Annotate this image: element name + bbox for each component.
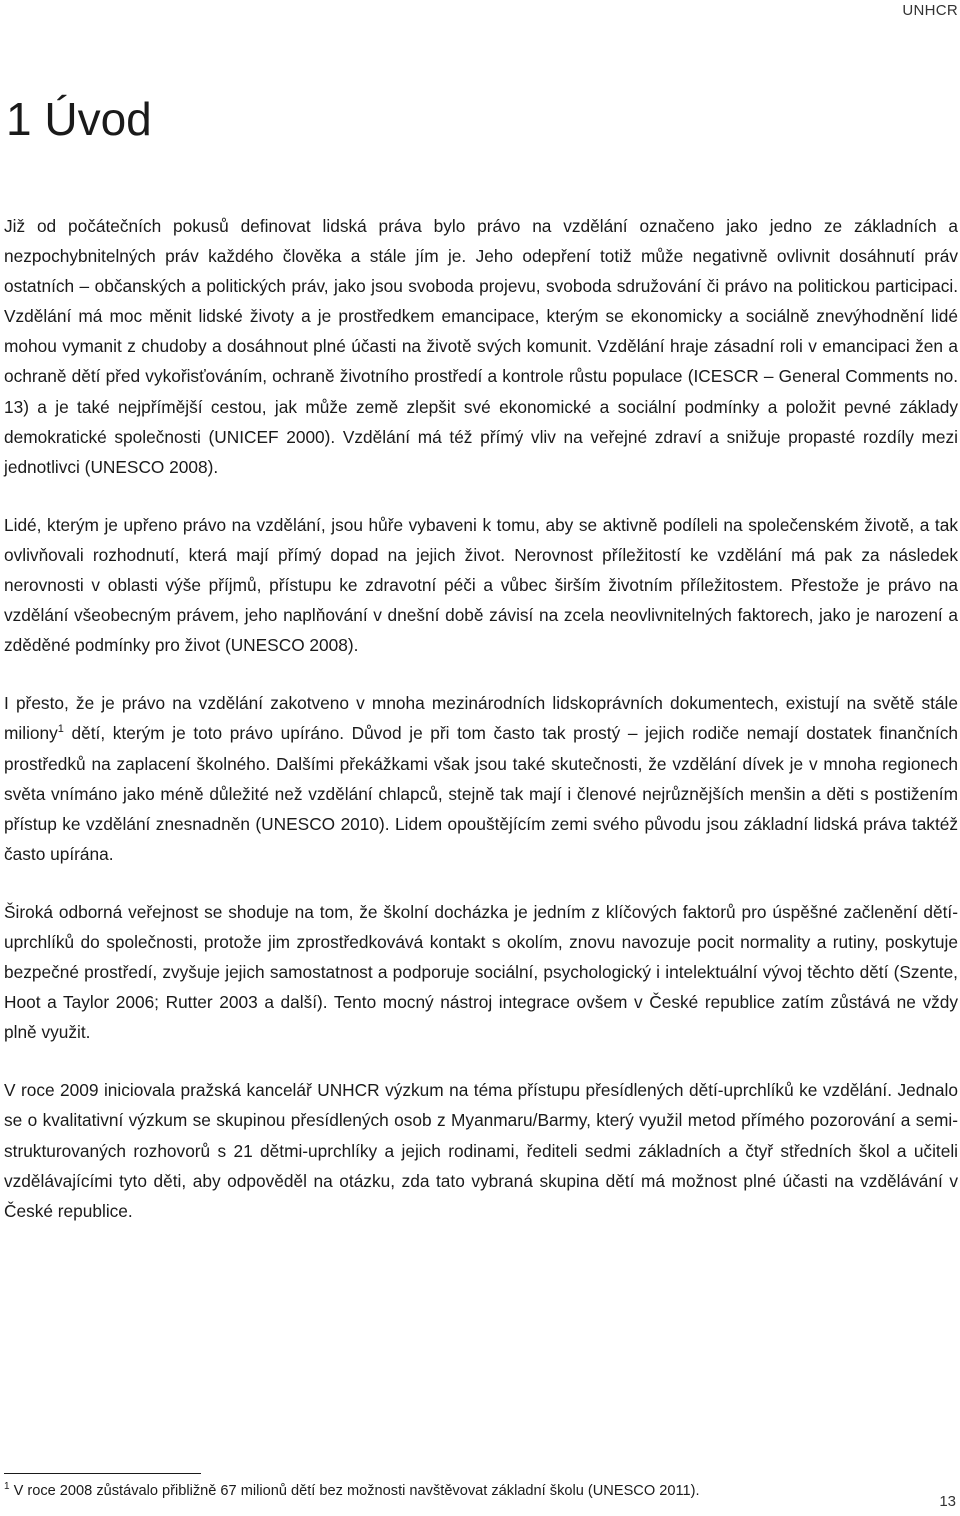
- paragraph-3-text-before: I přesto, že je právo na vzdělání zakotveno v mnoha mezinárodních lidskoprávních dokumentech, existují na světě stále miliony: [4, 693, 958, 744]
- footnote-text: V roce 2008 zůstávalo přibližně 67 milionů dětí bez možnosti navštěvovat základní školu (UNESCO 2011).: [13, 1483, 700, 1499]
- footnote-number: 1: [4, 1481, 10, 1493]
- footnote: [4, 1481, 954, 1501]
- body-text: [4, 211, 958, 1226]
- paragraph-3-text-after: dětí, kterým je toto právo upíráno. Důvod je při tom často tak prostý – jejich rodiče nemají dostatek finančních prostředků na zaplacení školného. Dalšími překážkami však jsou také skutečnosti, že vzdělání dívek je v mnoha regionech světa vnímáno jako méně důležité než vzdělání chlapců, stejně tak mají i členové nejrůznějších menšin a děti s postižením přístup ke vzdělání znesnadněn (UNESCO 2010). Lidem opouštějícím zemi svého původu jsou základní lidská práva taktéž často upírána.: [4, 723, 958, 864]
- footnote-divider: [4, 1473, 201, 1474]
- paragraph-5: V roce 2009 iniciovala pražská kancelář UNHCR výzkum na téma přístupu přesídlených dětí-uprchlíků ke vzdělání. Jednalo se o kvalitativní výzkum se skupinou přesídlených osob z Myanmaru/Barmy, který využil metod přímého pozorování a semi-strukturovaných rozhovorů s 21 dětmi-uprchlíky a jejich rodinami, řediteli sedmi základních a čtyř středních škol a učiteli vzdělávajícími tyto děti, aby odpověděl na otázku, zda tato vybraná skupina dětí má možnost plné účasti na vzdělávání v České republice.: [4, 1080, 958, 1221]
- footnote-reference[interactable]: 1: [57, 723, 64, 736]
- paragraph-1: Již od počátečních pokusů definovat lidská práva bylo právo na vzdělání označeno jako jedno ze základních a nezpochybnitelných práv každého člověka a stále jím je. Jeho odepření totiž může negativně ovlivnit dosáhnutí práv ostatních – občanských a politických práv, jako jsou svoboda projevu, svoboda sdružování či právo na politickou participaci. Vzdělání má moc měnit lidské životy a je prostředkem emancipace, kterým se ekonomicky a sociálně znevýhodnění lidé mohou vymanit z chudoby a dosáhnout plné účasti na životě svých komunit. Vzdělání hraje zásadní roli v emancipaci žen a ochraně dětí před vykořisťováním, ochraně životního prostředí a kontrole růstu populace (ICESCR – General Comments no. 13) a je také nejpřímější cestou, jak může země zlepšit své ekonomické a sociální podmínky a položit pevné základy demokratické společnosti (UNICEF 2000). Vzdělání má též přímý vliv na veřejné zdraví a snižuje propasté rozdíly mezi jednotlivci (UNESCO 2008).: [4, 216, 958, 477]
- paragraph-3: [4, 688, 958, 869]
- paragraph-4: Široká odborná veřejnost se shoduje na tom, že školní docházka je jedním z klíčových faktorů pro úspěšné začlenění dětí-uprchlíků do společnosti, protože jim zprostředkovává kontakt s okolím, znovu navozuje pocit normality a rutiny, poskytuje bezpečné prostředí, zvyšuje jejich samostatnost a podporuje sociální, psychologický i intelektuální vývoj těchto dětí (Szente, Hoot a Taylor 2006; Rutter 2003 a další). Tento mocný nástroj integrace ovšem v České republice zatím zůstává ne vždy plně využit.: [4, 901, 958, 1043]
- page-number: 13: [939, 1493, 956, 1510]
- running-header: UNHCR: [902, 2, 958, 19]
- paragraph-2: Lidé, kterým je upřeno právo na vzdělání, jsou hůře vybaveni k tomu, aby se aktivně podíleli na společenském životě, a tak ovlivňovali rozhodnutí, která mají přímý dopad na jejich život. Nerovnost příležitostí ke vzdělání má pak za následek nerovnosti v oblasti výše příjmů, přístupu ke zdravotní péči a vůbec širším životním příležitostem. Přestože je právo na vzdělání všeobecným právem, jeho naplňování v dnešní době závisí na zcela neovlivnitelných faktorech, jako je narození a zděděné podmínky pro život (UNESCO 2008).: [4, 514, 958, 656]
- chapter-title: 1 Úvod: [6, 93, 152, 145]
